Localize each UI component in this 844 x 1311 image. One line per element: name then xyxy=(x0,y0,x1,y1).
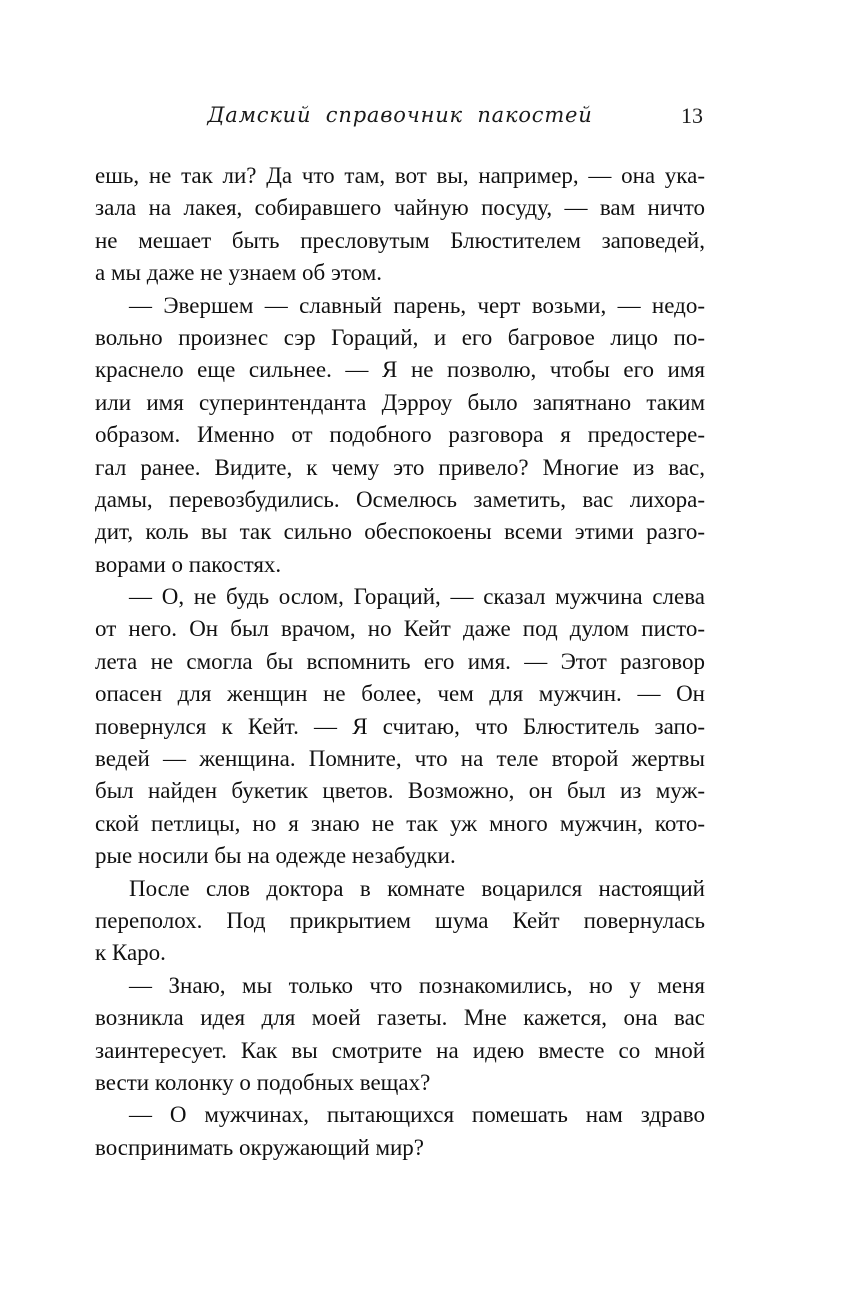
text-line: ешь, не так ли? Да что там, вот вы, например, — она ука- xyxy=(95,163,705,188)
text-line: от него. Он был врачом, но Кейт даже под дулом писто- xyxy=(95,616,705,642)
text-line: гал ранее. Видите, к чему это привело? Многие из вас, xyxy=(95,454,705,480)
text-line: рые носили бы на одежде незабудки. xyxy=(95,843,456,869)
paragraph xyxy=(95,160,705,290)
body-text xyxy=(95,160,705,1164)
paragraph xyxy=(95,290,705,582)
text-line: ской петлицы, но я знаю не так уж много мужчин, кото- xyxy=(95,810,705,836)
text-line: опасен для женщин не более, чем для мужчин. — Он xyxy=(95,681,705,707)
text-line: После слов доктора в комнате воцарился настоящий xyxy=(129,875,705,901)
text-line: переполох. Под прикрытием шума Кейт повернулась xyxy=(95,907,705,933)
text-line: возникла идея для моей газеты. Мне кажется, она вас xyxy=(95,1005,705,1031)
text-line: — О, не будь ослом, Гораций, — сказал мужчина слева xyxy=(129,584,705,610)
text-line: дамы, перевозбудились. Осмелюсь заметить, вас лихора- xyxy=(95,486,705,512)
text-line: вести колонку о подобных вещах? xyxy=(95,1069,431,1095)
text-line: зала на лакея, собиравшего чайную посуду, — вам ничто xyxy=(95,195,705,221)
text-line: был найден букетик цветов. Возможно, он был из муж- xyxy=(95,778,705,804)
text-line: лета не смогла бы вспомнить его имя. — Этот разговор xyxy=(95,648,705,674)
running-header xyxy=(95,103,705,135)
text-line: ведей — женщина. Помните, что на теле второй жертвы xyxy=(95,746,705,772)
paragraph xyxy=(95,970,705,1100)
text-line: а мы даже не узнаем об этом. xyxy=(95,260,382,286)
paragraph xyxy=(95,581,705,873)
text-line: — О мужчинах, пытающихся помешать нам здраво xyxy=(129,1102,705,1128)
text-line: ворами о пакостях. xyxy=(95,551,282,577)
page-number: 13 xyxy=(681,103,703,128)
text-line: не мешает быть пресловутым Блюстителем заповедей, xyxy=(95,227,705,253)
text-line: к Каро. xyxy=(95,940,166,966)
text-line: вольно произнес сэр Гораций, и его багровое лицо по- xyxy=(95,324,705,350)
text-line: заинтересует. Как вы смотрите на идею вместе со мной xyxy=(95,1037,705,1063)
text-line: повернулся к Кейт. — Я считаю, что Блюститель запо- xyxy=(95,713,705,739)
running-header-title: Дамский справочник пакостей xyxy=(207,103,593,127)
text-line: дит, коль вы так сильно обеспокоены всеми этими разго- xyxy=(95,519,705,545)
paragraph xyxy=(95,1099,705,1164)
text-line: — Знаю, мы только что познакомились, но у меня xyxy=(129,972,705,998)
text-line: образом. Именно от подобного разговора я предостере- xyxy=(95,422,705,448)
text-line: воспринимать окружающий мир? xyxy=(95,1134,425,1160)
paragraph xyxy=(95,873,705,970)
text-line: краснело еще сильнее. — Я не позволю, чтобы его имя xyxy=(95,357,705,383)
text-line: или имя суперинтенданта Дэрроу было запятнано таким xyxy=(95,389,705,415)
text-line: — Эвершем — славный парень, черт возьми, — недо- xyxy=(129,292,705,318)
